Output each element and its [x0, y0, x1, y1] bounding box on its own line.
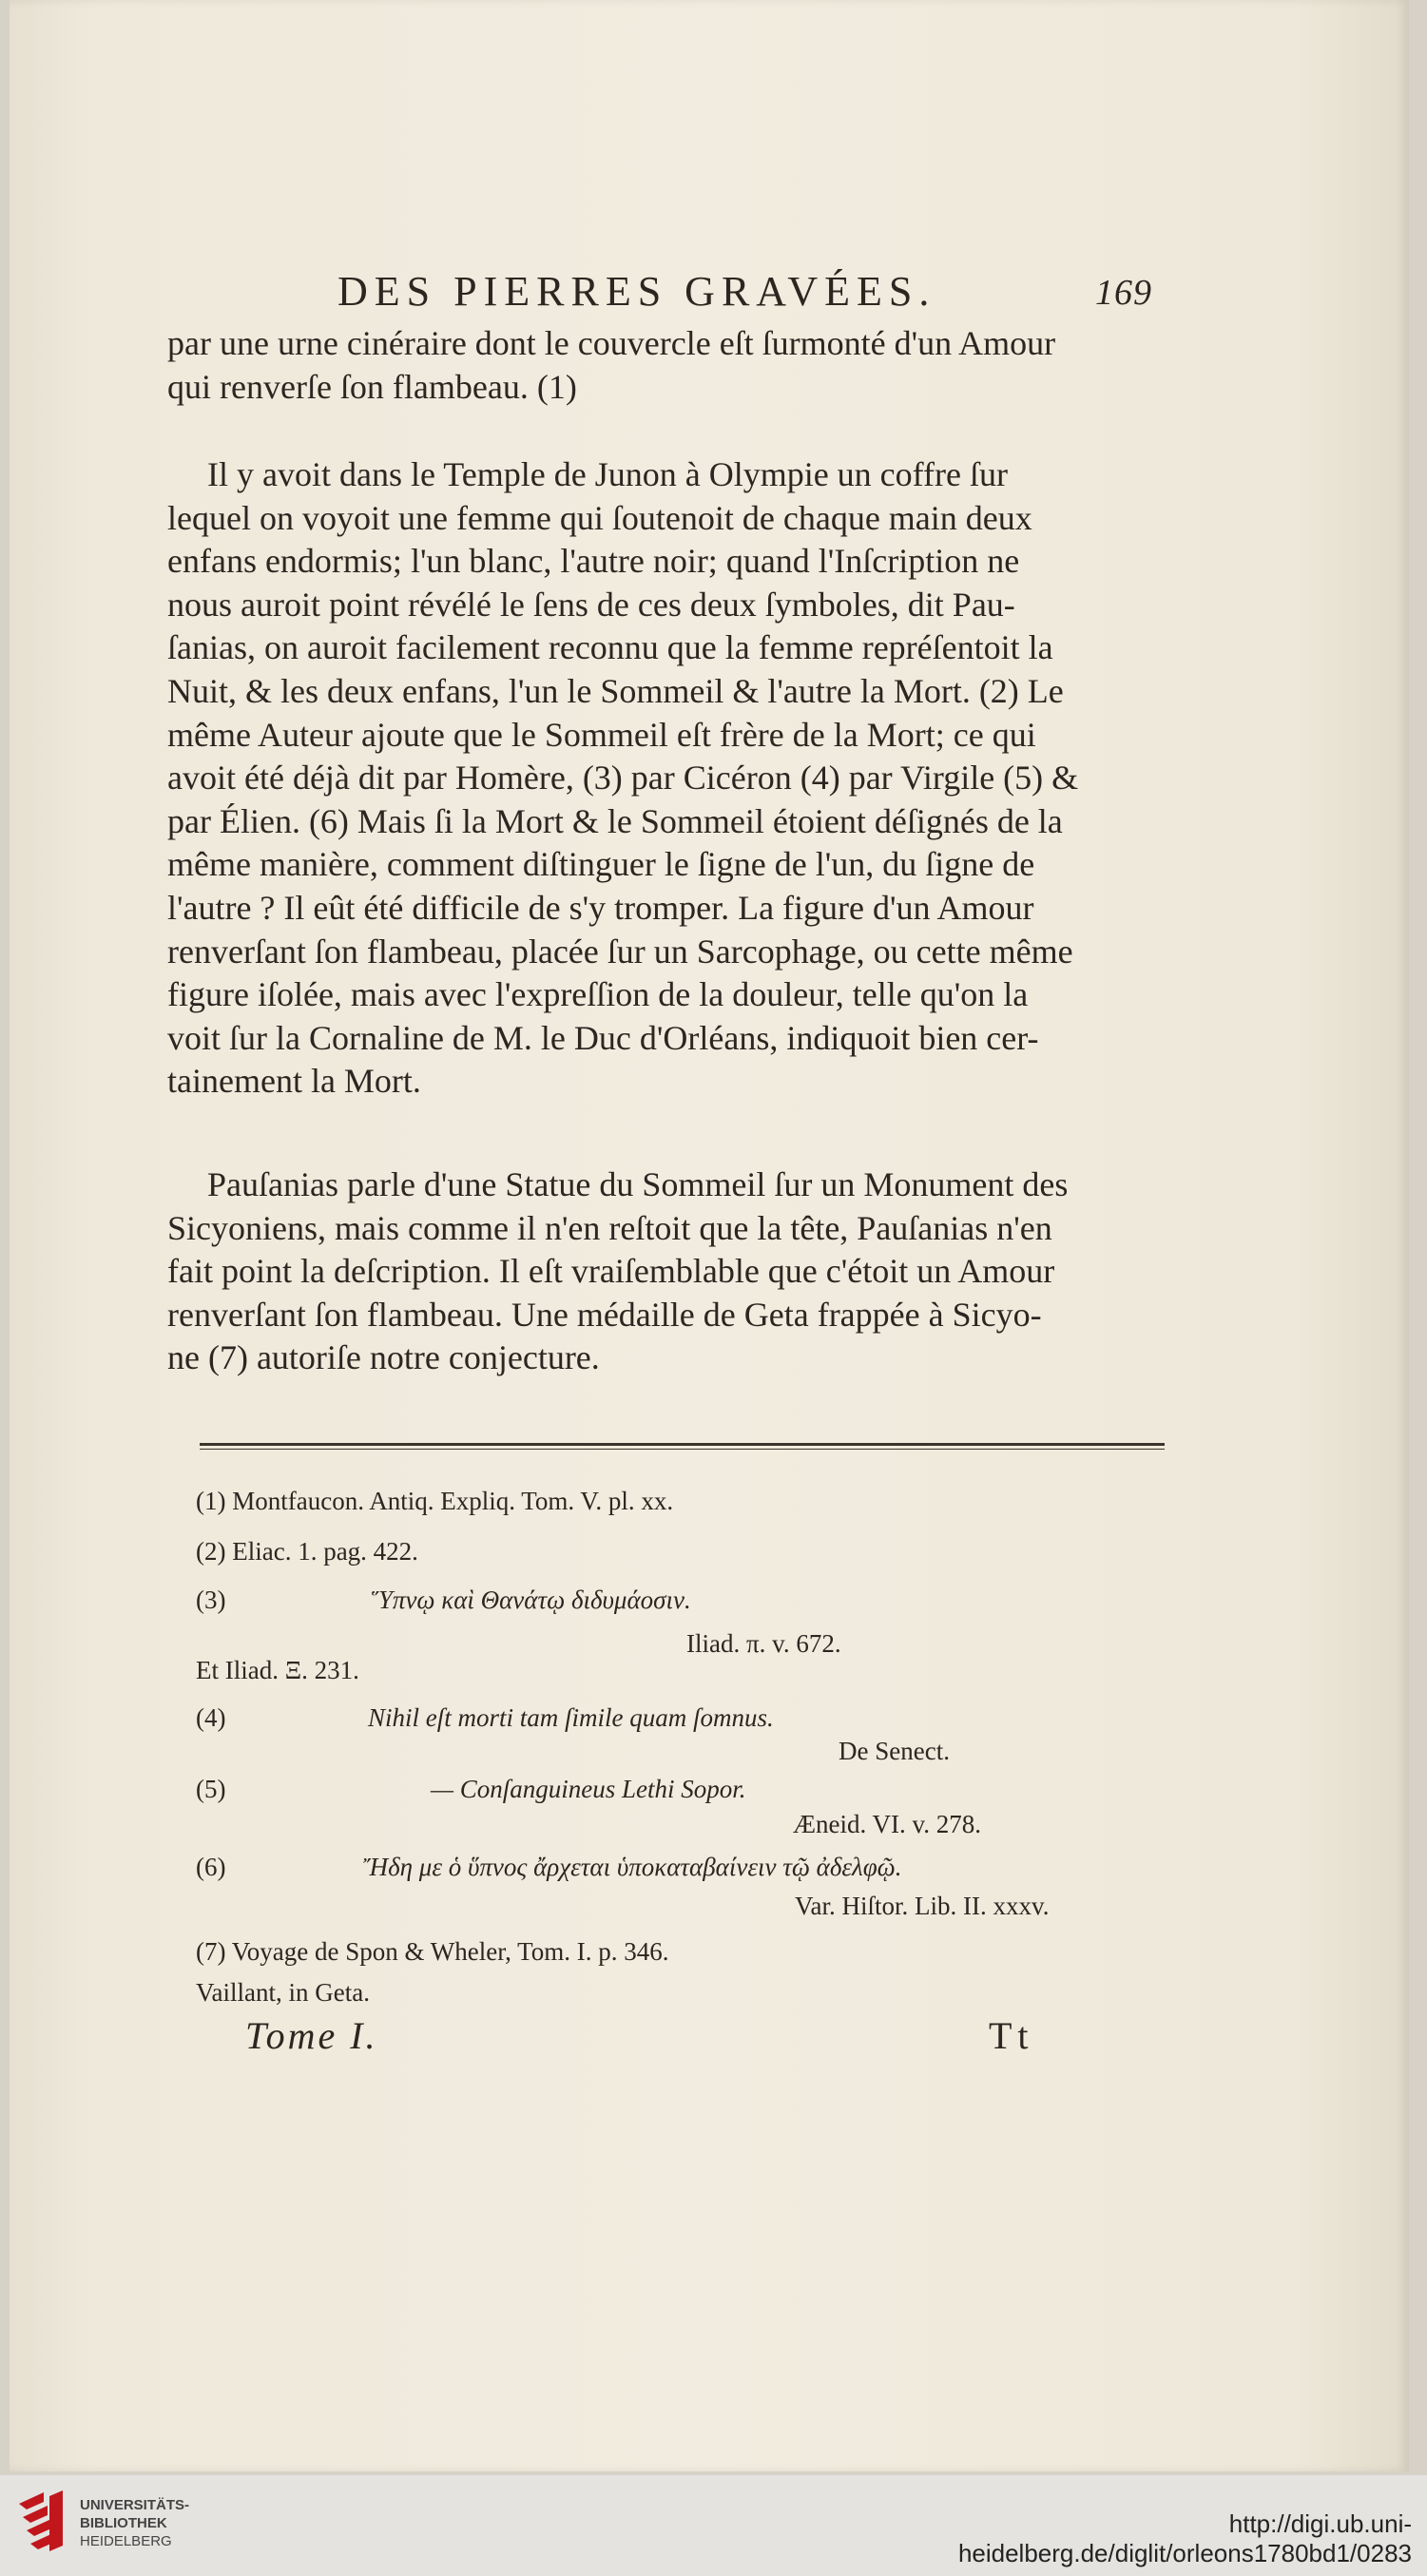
text-line: qui renverſe ſon flambeau. (1) — [167, 367, 577, 406]
library-name — [80, 2496, 189, 2550]
footnote-3-reference: Iliad. π. v. 672. — [686, 1629, 841, 1658]
text-line: renverſant ſon flambeau, placée ſur un Sarcophage, ou cette même — [167, 932, 1073, 971]
text-line: par Élien. (6) Mais ſi la Mort & le Sommeil étoient déſignés de la — [167, 801, 1063, 840]
footnote-6-number: (6) — [196, 1853, 226, 1881]
footnote-5-quote: — Conſanguineus Lethi Sopor. — [431, 1775, 746, 1803]
footnote-divider-thin — [200, 1449, 1165, 1450]
page-number: 169 — [1095, 273, 1152, 313]
library-name-line: BIBLIOTHEK — [80, 2515, 167, 2531]
text-line: tainement la Mort. — [167, 1062, 421, 1101]
text-line: Nuit, & les deux enfans, l'un le Sommeil & l'autre la Mort. (2) Le — [167, 671, 1064, 710]
text-line: même manière, comment diſtinguer le ſigne de l'un, du ſigne de — [167, 845, 1035, 884]
text-line: fait point la deſcription. Il eſt vraiſemblable que c'étoit un Amour — [167, 1252, 1055, 1291]
footnote-4-reference: De Senect. — [839, 1737, 950, 1765]
text-line: ſanias, on auroit facilement reconnu que la femme repréſentoit la — [167, 628, 1053, 667]
footnote-4-quote: Nihil eſt morti tam ſimile quam ſomnus. — [368, 1703, 774, 1732]
text-line: même Auteur ajoute que le Sommeil eſt frère de la Mort; ce qui — [167, 715, 1036, 754]
footnote-6-greek: Ἤδη με ὁ ὕπνος ἄρχεται ὑποκαταβαίνειν τῷ ἀδελφῷ. — [363, 1853, 902, 1881]
text-line: par une urne cinéraire dont le couvercle eſt ſurmonté d'un Amour — [167, 324, 1056, 362]
footnote-3-number: (3) — [196, 1586, 226, 1614]
footnote-3-extra: Et Iliad. Ξ. 231. — [196, 1656, 359, 1684]
text-line: renverſant ſon flambeau. Une médaille de Geta frappée à Sicyo- — [167, 1295, 1042, 1334]
text-line: ne (7) autoriſe notre conjecture. — [167, 1338, 600, 1377]
footnote-6-reference: Var. Hiſtor. Lib. II. xxxv. — [795, 1892, 1050, 1920]
text-line: Il y avoit dans le Temple de Junon à Olympie un coffre ſur — [207, 455, 1008, 493]
permalink-url[interactable]: http://digi.ub.uni-heidelberg.de/diglit/orleons1780bd1/0283 — [957, 2509, 1412, 2567]
paragraph-3 — [167, 1163, 1156, 1380]
tome-label: Tome I. — [245, 2014, 378, 2057]
viewer-footer — [0, 2475, 1427, 2576]
text-line: nous auroit point révélé le ſens de ces deux ſymboles, dit Pau- — [167, 585, 1015, 624]
footnote-5-number: (5) — [196, 1775, 226, 1803]
footnote-1: (1) Montfaucon. Antiq. Expliq. Tom. V. pl. xx. — [196, 1487, 674, 1515]
library-name-line: HEIDELBERG — [80, 2533, 172, 2549]
text-line: enfans endormis; l'un blanc, l'autre noir; quand l'Inſcription ne — [167, 542, 1020, 581]
heidelberg-library-logo-icon — [13, 2489, 68, 2563]
footnote-3-greek: Ὕπνῳ καὶ Θανάτῳ διδυμάοσιν. — [371, 1586, 691, 1614]
text-line: figure iſolée, mais avec l'expreſſion de la douleur, telle qu'on la — [167, 975, 1029, 1014]
text-line: Sicyoniens, mais comme il n'en reſtoit que la tête, Pauſanias n'en — [167, 1208, 1052, 1247]
footnote-2: (2) Eliac. 1. pag. 422. — [196, 1537, 418, 1566]
text-line: Pauſanias parle d'une Statue du Sommeil ſur un Monument des — [207, 1165, 1069, 1203]
text-line: lequel on voyoit une femme qui ſoutenoit de chaque main deux — [167, 498, 1032, 537]
footnote-divider — [200, 1443, 1165, 1446]
footnote-7: (7) Voyage de Spon & Wheler, Tom. I. p. 346. — [196, 1937, 669, 1966]
library-name-line: UNIVERSITÄTS- — [80, 2497, 190, 2513]
book-page — [10, 0, 1409, 2471]
footnote-4-number: (4) — [196, 1703, 226, 1732]
text-line: avoit été déjà dit par Homère, (3) par Cicéron (4) par Virgile (5) & — [167, 759, 1079, 798]
text-line: l'autre ? Il eût été difficile de s'y tromper. La figure d'un Amour — [167, 888, 1034, 927]
footnote-5-reference: Æneid. VI. v. 278. — [793, 1810, 981, 1838]
paragraph-1 — [167, 322, 1156, 409]
paragraph-2 — [167, 453, 1156, 1104]
footnote-7-extra: Vaillant, in Geta. — [196, 1978, 370, 2007]
signature-mark: Tt — [989, 2014, 1034, 2057]
text-line: voit ſur la Cornaline de M. le Duc d'Orléans, indiquoit bien cer- — [167, 1018, 1039, 1057]
running-head: DES PIERRES GRAVÉES. — [337, 268, 936, 315]
